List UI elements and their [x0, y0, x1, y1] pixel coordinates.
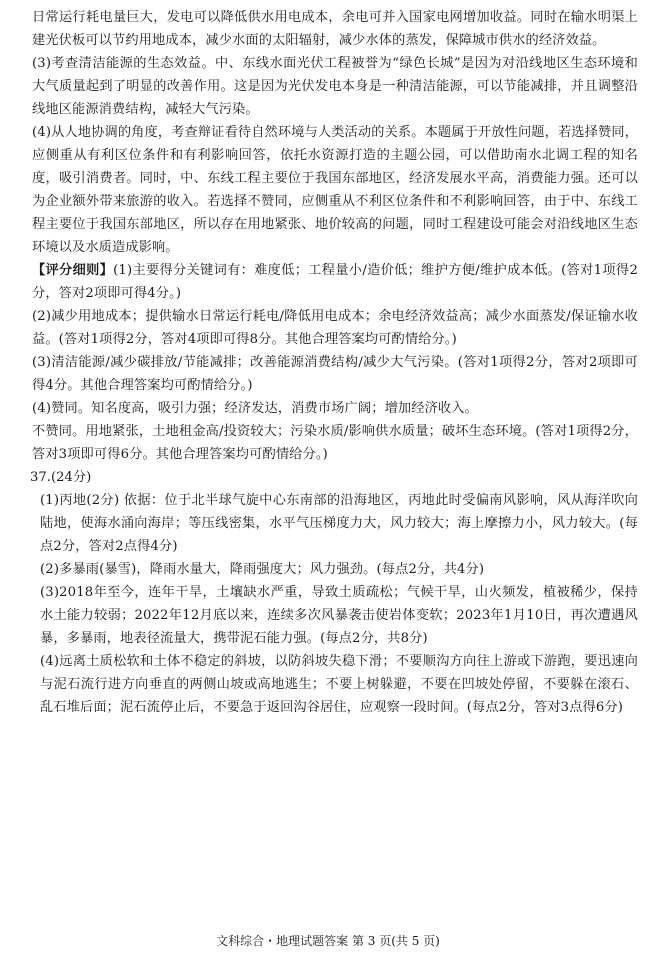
- q36-rubric-part1: [32, 259, 638, 305]
- q36-part3-explanation: (3)考查清洁能源的生态效益。中、东线水面光伏工程被誉为“绿色长城”是因为对沿线地区生态环境和大气质量起到了明显的改善作用。这是因为光伏发电本身是一种清洁能源，可以节能减排，并且调整沿线地区能源消费结构，减轻大气污染。: [32, 56, 638, 117]
- page-footer: 文科综合・地理试题答案 第 3 页(共 5 页): [216, 934, 440, 948]
- q36-rubric-part4-disagree: 不赞同。用地紧张，土地租金高/投资较大；污染水质/影响供水质量；破坏生态环境。(答对1项得2分，答对3项即可得6分。其他合理答案均可酌情给分。): [32, 424, 638, 462]
- q36-part4-explanation: (4)从人地协调的角度，考查辩证看待自然环境与人类活动的关系。本题属于开放性问题，若选择赞同，应侧重从有利区位条件和有利影响回答，依托水资源打造的主题公园，可以借助南水北调工程的知名度，吸引消费者。同时，中、东线工程主要位于我国东部地区，经济发展水平高，消费能力强。还可以为企业额外带来旅游的收入。若选择不赞同，应侧重从不利区位条件和不利影响回答，由于中、东线工程主要位于我国东部地区，所以存在用地紧张、地价较高的问题，同时工程建设可能会对沿线地区生态环境以及水质造成影响。: [32, 125, 638, 255]
- q37-heading: 37.(24分): [30, 470, 92, 485]
- q36-rubric-part4-agree: (4)赞同。知名度高，吸引力强；经济发达，消费市场广阔；增加经济收入。: [32, 401, 478, 416]
- q37-answer-2: (2)多暴雨(暴雪)，降雨水量大，降雨强度大；风力强劲。(每点2分，共4分): [40, 562, 485, 577]
- q37-answer-1: (1)丙地(2分) 依据：位于北半球气旋中心东南部的沿海地区，丙地此时受偏南风影响，风从海洋吹向陆地，使海水涌向海岸；等压线密集，水平气压梯度力大，风力较大；海上摩擦力小，风力较大。(每点2分，答对2点得4分): [40, 493, 638, 554]
- rubric-label: 【评分细则】: [32, 263, 114, 278]
- q36-p2-continuation: 日常运行耗电量巨大，发电可以降低供水用电成本，余电可并入国家电网增加收益。同时在输水明渠上建光伏板可以节约用地成本，减少水面的太阳辐射，减少水体的蒸发，保障城市供水的经济效益。: [32, 10, 638, 48]
- q36-rubric-part3: (3)清洁能源/减少碳排放/节能减排；改善能源消费结构/减少大气污染。(答对1项得2分，答对2项即可得4分。其他合理答案均可酌情给分。): [32, 355, 638, 393]
- q36-rubric-part2: (2)减少用地成本；提供输水日常运行耗电/降低用电成本；余电经济效益高；减少水面蒸发/保证输水收益。(答对1项得2分，答对4项即可得8分。其他合理答案均可酌情给分。): [32, 309, 638, 347]
- rubric-1-text: (1)主要得分关键词有：难度低；工程量小/造价低；维护方便/维护成本低。(答对1项得2分，答对2项即可得4分。): [32, 263, 638, 301]
- q37-answers: [32, 489, 638, 719]
- q37-answer-3: (3)2018年至今，连年干旱，土壤缺水严重，导致土质疏松；气候干旱，山火频发，植被稀少，保持水土能力较弱；2022年12月底以来，连续多次风暴袭击使岩体变软；2023年1月10日，再次遭遇风暴，多暴雨，地表径流量大，携带泥石能力强。(每点2分，共8分): [40, 585, 638, 646]
- q37-answer-4: (4)远离土质松软和土体不稳定的斜坡，以防斜坡失稳下滑；不要顺沟方向往上游或下游跑，要迅速向与泥石流行进方向垂直的两侧山坡或高地逃生；不要上树躲避，不要在凹坡处停留，不要躲在滚石、乱石堆后面；泥石流停止后，不要急于返回沟谷居住，应观察一段时间。(每点2分，答对3点得6分): [40, 654, 638, 715]
